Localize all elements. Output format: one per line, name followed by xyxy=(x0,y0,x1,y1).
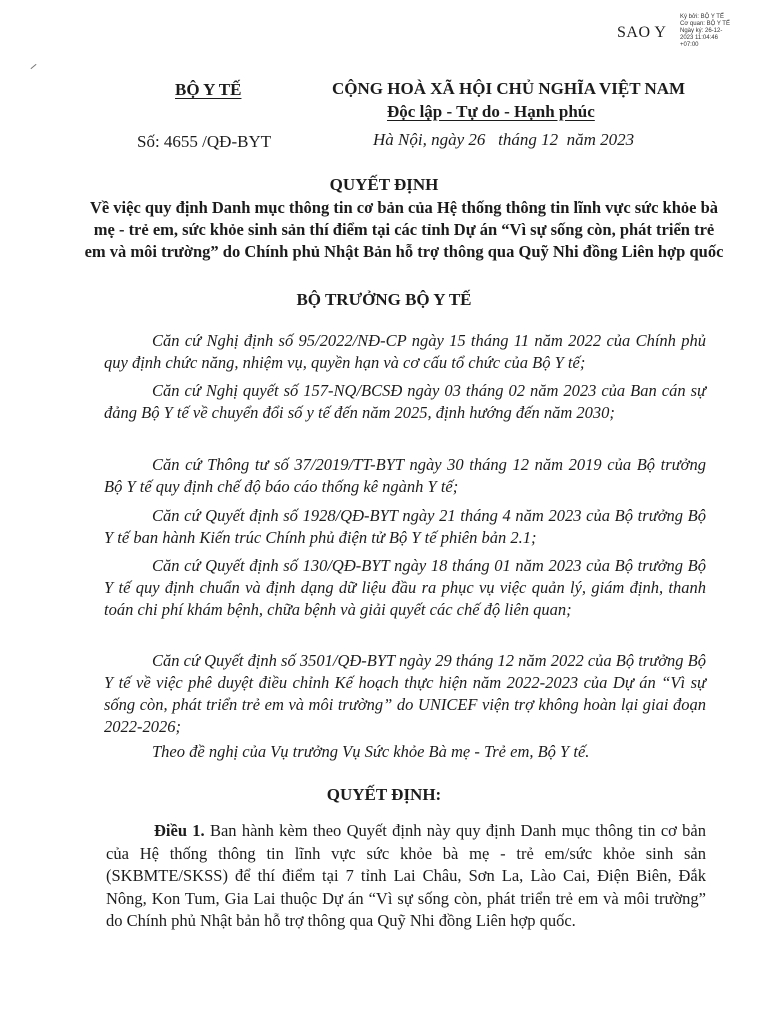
legal-basis-item: Theo đề nghị của Vụ trưởng Vụ Sức khỏe Bà mẹ - Trẻ em, Bộ Y tế. xyxy=(152,742,590,761)
authority-title: BỘ TRƯỞNG BỘ Y TẾ xyxy=(296,290,472,309)
nation-name: CỘNG HOÀ XÃ HỘI CHỦ NGHĨA VIỆT NAM xyxy=(332,79,686,98)
document-number: Số: 4655 /QĐ-BYT xyxy=(137,132,272,151)
signature-line: Ký bởi: BỘ Y TẾ xyxy=(680,14,724,20)
signature-line: +07:00 xyxy=(680,42,699,48)
digital-signature-stamp xyxy=(680,14,768,49)
decides-title: QUYẾT ĐỊNH: xyxy=(326,785,442,804)
issuing-organization: BỘ Y TẾ xyxy=(175,80,242,99)
article-1-label: Điều 1. xyxy=(154,821,205,840)
scan-mark xyxy=(30,64,36,69)
signature-line: Cơ quan: BỘ Y TẾ xyxy=(680,21,730,27)
decision-title: QUYẾT ĐỊNH xyxy=(329,175,439,194)
legal-basis-item: Căn cứ Quyết định số 1928/QĐ-BYT ngày 21 tháng 4 năm 2023 của Bộ trưởng Bộ Y tế ban hành Kiến trúc Chính phủ điện tử Bộ Y tế phiên bản 2.1; xyxy=(104,506,706,547)
legal-basis-item: Căn cứ Nghị định số 95/2022/NĐ-CP ngày 15 tháng 11 năm 2022 của Chính phủ quy định chức năng, nhiệm vụ, quyền hạn và cơ cấu tổ chức của Bộ Y tế; xyxy=(104,331,706,372)
date-line: Hà Nội, ngày 26 tháng 12 năm 2023 xyxy=(373,130,635,149)
article-1 xyxy=(106,820,706,933)
legal-basis-item: Căn cứ Quyết định số 3501/QĐ-BYT ngày 29 tháng 12 năm 2022 của Bộ trưởng Bộ Y tế về việc phê duyệt điều chỉnh Kế hoạch thực hiện năm 2022-2023 của Dự án “Vì sự sống còn, phát triển trẻ em và môi trường” do UNICEF viện trợ không hoàn lại giai đoạn 2022-2026; xyxy=(104,651,707,736)
signature-line: Ngày ký: 26-12- xyxy=(680,28,723,34)
legal-basis-item: Căn cứ Nghị quyết số 157-NQ/BCSĐ ngày 03 tháng 02 năm 2023 của Ban cán sự đảng Bộ Y tế về chuyển đổi số y tế đến năm 2025, định hướng đến năm 2030; xyxy=(104,381,706,422)
article-1-text: Ban hành kèm theo Quyết định này quy định Danh mục thông tin cơ bản của Hệ thống thông tin lĩnh vực sức khỏe bà mẹ - trẻ em/sức khỏe sinh sản (SKBMTE/SKSS) để thí điểm tại 7 tỉnh Lai Châu, Sơn La, Lào Cai, Điện Biên, Đắk Nông, Kon Tum, Gia Lai thuộc Dự án “Vì sự sống còn, phát triển trẻ em và môi trường” do Chính phủ Nhật bản hỗ trợ thông qua Quỹ Nhi đồng Liên hợp quốc. xyxy=(106,821,707,930)
legal-basis-item: Căn cứ Thông tư số 37/2019/TT-BYT ngày 30 tháng 12 năm 2019 của Bộ trưởng Bộ Y tế quy định chế độ báo cáo thống kê ngành Y tế; xyxy=(104,455,706,496)
decision-subject: Về việc quy định Danh mục thông tin cơ bản của Hệ thống thông tin lĩnh vực sức khỏe bà mẹ - trẻ em, sức khỏe sinh sản thí điểm tại các tỉnh Dự án “Vì sự sống còn, phát triển trẻ em và môi trường” do Chính phủ Nhật Bản hỗ trợ thông qua Quỹ Nhi đồng Liên hợp quốc xyxy=(84,198,724,261)
copy-stamp: SAO Y xyxy=(617,24,667,41)
national-motto: Độc lập - Tự do - Hạnh phúc xyxy=(387,102,595,121)
signature-line: 2023 11:04:46 xyxy=(680,35,718,41)
legal-basis-item: Căn cứ Quyết định số 130/QĐ-BYT ngày 18 tháng 01 năm 2023 của Bộ trưởng Bộ Y tế quy định chuẩn và định dạng dữ liệu đầu ra phục vụ việc quản lý, giám định, thanh toán chi phí khám bệnh, chữa bệnh và giải quyết các chế độ liên quan; xyxy=(104,556,706,619)
